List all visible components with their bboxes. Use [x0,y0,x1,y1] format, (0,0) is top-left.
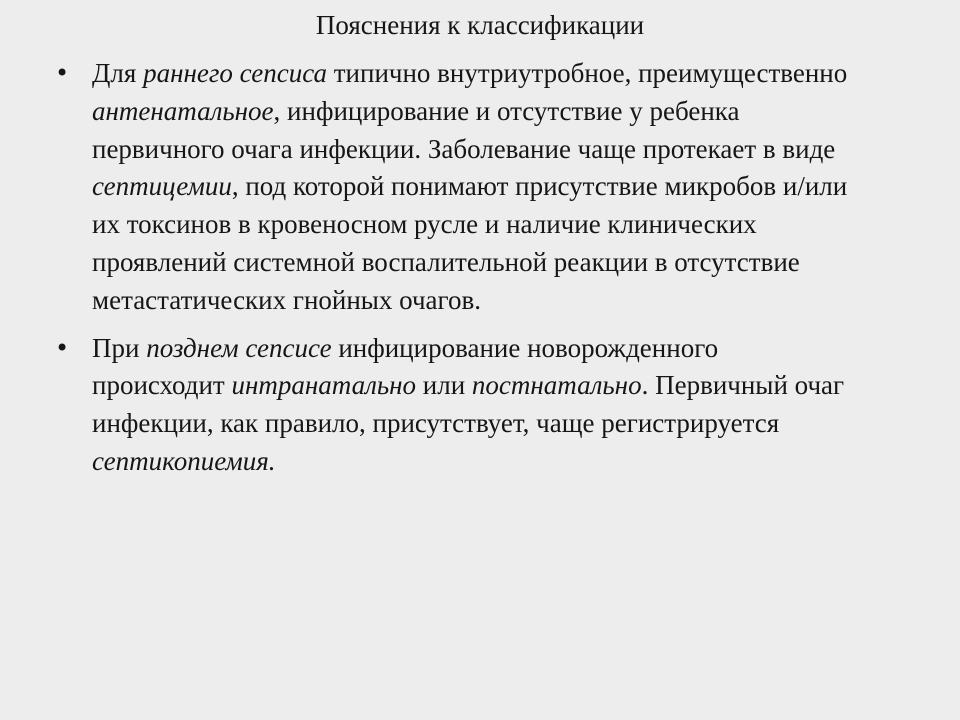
bullet-text [92,58,847,315]
text-segment: Для [92,58,144,88]
text-segment: . Первичный очаг инфекции, как правило, присутствует, чаще регистрируется [92,370,845,439]
italic-term: интранатально [231,370,417,401]
text-segment: При [92,332,147,363]
italic-term: раннего сепсиса [143,58,327,88]
italic-term: позднем сепсисе [146,332,332,363]
text-segment: , под которой понимают присутствие микробов и/или их токсинов в кровеносном русле и наличие клинических проявлений системной воспалительной реакции в отсутствие метастатических гнойных очагов. [92,171,848,315]
bullet-item-late-sepsis [50,330,850,481]
bullet-marker: • [55,333,70,362]
slide-title: Пояснения к классификации [315,10,645,40]
bullet-marker: • [55,59,70,87]
text-segment: , инфицирование и отсутствие у ребенка первичного очага инфекции. Заболевание чаще протекает в виде [92,95,836,164]
text-segment: типично внутриутробное, преимущественно [327,58,848,88]
text-segment: или [416,370,472,401]
italic-term: септицемии [92,171,232,202]
italic-term: постнатально [471,370,642,401]
text-segment: инфицирование новорожденного происходит [92,332,719,401]
italic-term: септикопиемия. [92,445,276,476]
italic-term: антенатальное [92,95,274,126]
bullet-text [92,333,844,476]
bullet-item-early-sepsis [50,55,850,320]
bullet-list [50,55,850,491]
